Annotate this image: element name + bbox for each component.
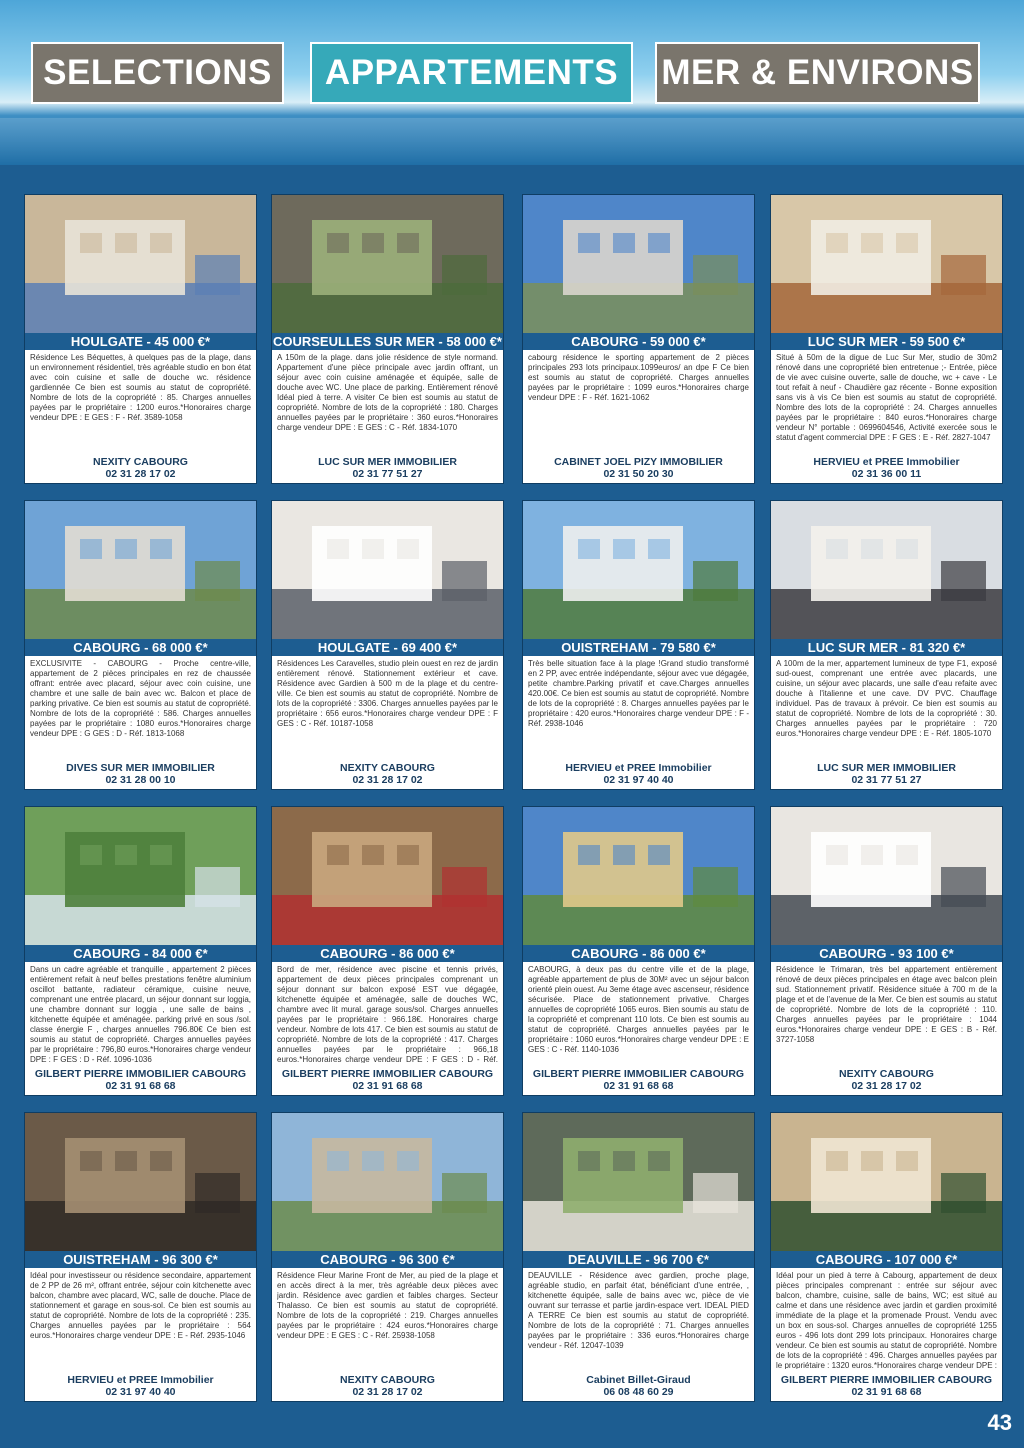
listing-description: CABOURG, à deux pas du centre ville et de la plage, agréable appartement de plus de 30M² avec un séjour balcon orienté plein ouest. Au 3eme étage avec ascenseur, résidence sécurisée. Place de stationnement privative. Charges annuelles de copropriété 1065 euros. Bien soumis au statu de la copropriété et comprenant 110 lots. Ce bien est soumis au statut de copropriété. Charges annuelles payées par le propriétaire : 1060 euros.*Honoraires charge vendeur DPE : E GES : C - Réf. 1140-1036 <box>528 965 749 1054</box>
garden-view-room-photo-icon <box>523 1113 754 1251</box>
listing-card[interactable] <box>770 1112 1003 1402</box>
listing-price: CABOURG - 84 000 €* <box>25 945 256 962</box>
kitchen-photo-icon <box>771 807 1002 945</box>
listing-phone[interactable]: 02 31 97 40 40 <box>603 774 674 786</box>
listing-agency: GILBERT PIERRE IMMOBILIER CABOURG <box>780 1374 993 1386</box>
page-number: 43 <box>987 1410 1012 1435</box>
listing-agency: CABINET JOEL PIZY IMMOBILIER <box>554 456 723 468</box>
listing-card[interactable] <box>24 806 257 1096</box>
listing-price: COURSEULLES SUR MER - 58 000 €* <box>272 334 502 349</box>
listing-phone[interactable]: 02 31 28 17 02 <box>352 774 423 786</box>
listing-agency: NEXITY CABOURG <box>340 1374 435 1386</box>
listing-description: Très belle situation face à la plage !Grand studio transformé en 2 PP, avec entrée indépendante, séjour avec vue dégagée, petite chambre.Parking privatif et cave.Charges annuelles 420.00€. Ce bien est soumis au statut de copropriété. Nombre de lots de la copropriété : 8. Charges annuelles payées par le propriétaire : 420 euros.*Honoraires charge vendeur DPE : F - Réf. 2938-1046 <box>528 659 749 728</box>
listing-price: HOULGATE - 45 000 €* <box>25 333 256 350</box>
terrace-dunes-photo-icon <box>272 1113 503 1251</box>
lounge-photo-icon <box>25 1113 256 1251</box>
listing-phone[interactable]: 02 31 91 68 68 <box>352 1080 423 1092</box>
living-room-photo-icon <box>771 501 1002 639</box>
listing-description: DEAUVILLE - Résidence avec gardien, proche plage, agréable studio, en parfait état, bénéficiant d'une entrée, , kitchenette équipée, salle de bains avec wc, pièce de vie ouvrant sur terrasse et partie jardin-espace vert. IDEAL PIED A TERRE Ce bien est soumis au statut de copropriété. Nombre de lots de la copropriété : 71. Charges annuelles payées par le propriétaire : 336 euros.*Honoraires charge vendeur - Réf. 12047-1039 <box>528 1271 749 1350</box>
listing-phone[interactable]: 06 08 48 60 29 <box>603 1386 674 1398</box>
listing-card[interactable] <box>24 1112 257 1402</box>
listing-description: Idéal pour un pied à terre à Cabourg, appartement de deux pièces principales comprenant : entrée sur séjour avec balcon, chambre, cuisine, salle de bains, WC; est situé au calme et dans une résidence avec jardin et gardien proximité immédiate de la plage et la promenade Proust. Vendu avec un box en sous-sol. Charges annuelles de copropriété 1255 euros - 496 lots dont 299 lots principaux. Honoraires charge vendeur. Ce bien est soumis au statut de copropriété. Nombre de lots de la copropriété : 496. Charges annuelles payées par le propriétaire : 1320 euros.*Honoraires charge vendeur DPE : <box>776 1271 997 1369</box>
listing-agency: HERVIEU et PREE Immobilier <box>813 456 960 468</box>
garden-entrance-photo-icon <box>272 195 503 333</box>
listing-description: A 100m de la mer, appartement lumineux de type F1, exposé sud-ouest, comprenant une entrée avec placards, une cuisine, un séjour avec placards, une salle d'eau refaite avec douche à l'italienne et une cave. DV PVC. Chauffage individuel. Pas de travaux à prévoir. Ce bien est soumis au statut de copropriété. Nombre de lots de la copropriété : 30. Charges annuelles payées par le propriétaire : 720 euros.*Honoraires charge vendeur DPE : E - Réf. 1805-1070 <box>776 659 997 738</box>
tab-appartements[interactable]: APPARTEMENTS <box>310 42 633 104</box>
residence-garden-photo-icon <box>272 807 503 945</box>
listing-card[interactable] <box>770 806 1003 1096</box>
listing-description: Dans un cadre agréable et tranquille , appartement 2 pièces entièrement refait à neuf belles prestations fenêtre aluminium oscillot battante, radiateur céramique, cuisine neuve, comprenant une entrée placard, un séjour donnant sur loggia, une chambre donnant sur loggia , une salle de bains , kitchenette équipée et aménagée. parking privé en sous /sol. classe énergie F , charges annuelles 796.80€ Ce bien est soumis au statut de copropriété. Charges annuelles payées par le propriétaire : 796,80 euros.*Honoraires charge vendeur DPE : F GES : D - Réf. 1096-1036 <box>30 965 251 1063</box>
listing-description: A 150m de la plage. dans jolie résidence de style normand. Appartement d'une pièce principale avec jardin offrant, un séjour avec coin cuisine aménagée et équipée, salle de douche avec WC. Une place de parking. Entièrement rénové Idéal pied à terre. A visiter Ce bien est soumis au statut de copropriété. Nombre de lots de la copropriété : 180. Charges annuelles payées par le propriétaire : 360 euros.*Honoraires charge vendeur DPE : E GES : C - Réf. 1834-1070 <box>277 353 498 432</box>
listing-agency: DIVES SUR MER IMMOBILIER <box>66 762 215 774</box>
listing-price: LUC SUR MER - 81 320 €* <box>771 639 1002 656</box>
listing-description: Résidences Les Caravelles, studio plein ouest en rez de jardin entièrement rénové. Stationnement extérieur et cave. Résidence avec Gardien à 500 m de la plage et du centre-ville. Ce bien est soumis au statut de copropriété. Nombre de lots de la copropriété : 3306. Charges annuelles payées par le propriétaire : 656 euros.*Honoraires charge vendeur DPE : F GES : C - Réf. 10187-1058 <box>277 659 498 728</box>
listing-phone[interactable]: 02 31 28 17 02 <box>352 1386 423 1398</box>
listing-agency: LUC SUR MER IMMOBILIER <box>817 762 956 774</box>
listing-agency: HERVIEU et PREE Immobilier <box>67 1374 214 1386</box>
listing-description: cabourg résidence le sporting appartement de 2 pièces principales 293 lots principaux.1099euros/ an dpe F Ce bien est soumis au statut de copropriété. Charges annuelles payées par le propriétaire : 1099 euros.*Honoraires charge vendeur DPE : F - Réf. 1621-1062 <box>528 353 749 402</box>
listing-description: Bord de mer, résidence avec piscine et tennis privés, appartement de deux pièces principales comprenant un séjour donnant sur balcon exposé EST vue dégagée, kitchenette équipée et aménagée, salle de douches WC, chambre avec lit mural. garage sous/sol. Charges annuelles payées par le propriétaire : 966.18€. Honoraires charge vendeur. Nombre de lots 417. Ce bien est soumis au statut de copropriété. Nombre de lots de la copropriété : 417. Charges annuelles payées par le propriétaire : 966,18 euros.*Honoraires charge vendeur DPE : F GES : D - Réf. <box>277 965 498 1063</box>
listing-price: CABOURG - 86 000 €* <box>272 945 503 962</box>
listing-agency: GILBERT PIERRE IMMOBILIER CABOURG <box>281 1068 494 1080</box>
listing-card[interactable] <box>24 194 257 484</box>
listing-card[interactable] <box>271 500 504 790</box>
listing-phone[interactable]: 02 31 77 51 27 <box>352 468 423 480</box>
listing-description: Idéal pour investisseur ou résidence secondaire, appartement de 2 PP de 26 m², offrant entrée, séjour coin kitchenette avec balcon, chambre avec placard, WC, salle de douche. Place de stationnement et garage en sous-sol. Ce bien est soumis au statut de copropriété. Nombre de lots de la copropriété : 235. Charges annuelles payées par le propriétaire : 564 euros.*Honoraires charge vendeur DPE : E - Réf. 2935-1046 <box>30 1271 251 1340</box>
listing-agency: Cabinet Billet-Giraud <box>586 1374 691 1386</box>
listing-phone[interactable]: 02 31 28 17 02 <box>851 1080 922 1092</box>
listing-price: CABOURG - 93 100 €* <box>771 945 1002 962</box>
listing-description: Situé à 50m de la digue de Luc Sur Mer, studio de 30m2 rénové dans une copropriété bien entretenue ;- Entrée, pièce de vie avec cuisine ouverte, salle de douche, wc + cave - Le tout refait à neuf - Chaudière gaz récente - Bonne exposition sans vis à vis Ce bien est soumis au statut de copropriété. Nombre des lots de la copropriété : 24. Charges annuelles payées par le propriétaire : 840 euros.*Honoraires charge vendeur N° portable : 0699604546, Activité exercée sous le statut d'agent commercial DPE : F GES : E - Réf. 2827-1047 <box>776 353 997 442</box>
listing-agency: NEXITY CABOURG <box>340 762 435 774</box>
white-interior-photo-icon <box>272 501 503 639</box>
listing-phone[interactable]: 02 31 50 20 30 <box>603 468 674 480</box>
listing-card[interactable] <box>271 806 504 1096</box>
listing-phone[interactable]: 02 31 91 68 68 <box>105 1080 176 1092</box>
listing-card[interactable] <box>522 500 755 790</box>
listing-price: CABOURG - 59 000 €* <box>523 333 754 350</box>
listing-card[interactable] <box>24 500 257 790</box>
listing-phone[interactable]: 02 31 91 68 68 <box>851 1386 922 1398</box>
tab-selections[interactable]: SELECTIONS <box>31 42 284 104</box>
building-photo-icon <box>25 501 256 639</box>
listing-price: CABOURG - 107 000 €* <box>771 1251 1002 1268</box>
park-trees-photo-icon <box>25 807 256 945</box>
tab-mer-environs[interactable]: MER & ENVIRONS <box>655 42 980 104</box>
listing-card[interactable] <box>522 194 755 484</box>
listing-agency: NEXITY CABOURG <box>839 1068 934 1080</box>
listing-card[interactable] <box>770 194 1003 484</box>
listing-description: Résidence Fleur Marine Front de Mer, au pied de la plage et en accès direct à la mer, très agréable deux pièces avec jardin. Résidence avec gardien et faibles charges. Secteur Thalasso. Ce bien est soumis au statut de copropriété. Nombre de lots de la copropriété : 219. Charges annuelles payées par le propriétaire : 424 euros.*Honoraires charge vendeur DPE : E GES : C - Réf. 25938-1058 <box>277 1271 498 1340</box>
listing-card[interactable] <box>522 806 755 1096</box>
listing-phone[interactable]: 02 31 77 51 27 <box>851 774 922 786</box>
listing-price: OUISTREHAM - 96 300 €* <box>25 1251 256 1268</box>
listing-price: LUC SUR MER - 59 500 €* <box>771 333 1002 350</box>
listing-phone[interactable]: 02 31 97 40 40 <box>105 1386 176 1398</box>
listing-card[interactable] <box>770 500 1003 790</box>
building-photo-icon <box>523 195 754 333</box>
listing-description: EXCLUSIVITE - CABOURG - Proche centre-ville, appartement de 2 pièces principales en rez de chaussée offrant: entrée avec placard, séjour avec coin cuisine, une chambre et une salle de bain avec wc. Balcon et place de parking privative. Ce bien est soumis au statut de copropriété. Nombre de lots de la copropriété : 586. Charges annuelles payées par le propriétaire : 1080 euros.*Honoraires charge vendeur DPE : G GES : D - Réf. 1813-1068 <box>30 659 251 738</box>
listing-price: HOULGATE - 69 400 €* <box>272 639 503 656</box>
listing-agency: NEXITY CABOURG <box>93 456 188 468</box>
listing-price: CABOURG - 96 300 €* <box>272 1251 503 1268</box>
listing-price: CABOURG - 68 000 €* <box>25 639 256 656</box>
listing-agency: GILBERT PIERRE IMMOBILIER CABOURG <box>532 1068 745 1080</box>
house-facade-photo-icon <box>523 501 754 639</box>
listing-phone[interactable]: 02 31 36 00 11 <box>851 468 922 480</box>
listing-price: OUISTREHAM - 79 580 €* <box>523 639 754 656</box>
listing-price: DEAUVILLE - 96 700 €* <box>523 1251 754 1268</box>
studio-interior-photo-icon <box>771 195 1002 333</box>
listing-price: CABOURG - 86 000 €* <box>523 945 754 962</box>
listing-card[interactable] <box>271 1112 504 1402</box>
yellow-building-photo-icon <box>523 807 754 945</box>
listing-description: Résidence le Trimaran, très bel appartement entièrement rénové de deux pièces principales en étage avec balcon plein sud. Stationnement privatif. Résidence située à 700 m de la plage et et de l'avenue de la Mer. Ce bien est soumis au statut de copropriété. Nombre de lots de la copropriété : 110. Charges annuelles payées par le propriétaire : 1044 euros.*Honoraires charge vendeur DPE : E GES : B - Réf. 3727-1058 <box>776 965 997 1044</box>
listing-phone[interactable]: 02 31 91 68 68 <box>603 1080 674 1092</box>
listing-phone[interactable]: 02 31 28 00 10 <box>105 774 176 786</box>
balcony-room-photo-icon <box>771 1113 1002 1251</box>
listing-phone[interactable]: 02 31 28 17 02 <box>105 468 176 480</box>
listing-card[interactable] <box>522 1112 755 1402</box>
listing-card[interactable] <box>271 194 504 484</box>
listing-agency: GILBERT PIERRE IMMOBILIER CABOURG <box>34 1068 247 1080</box>
listing-agency: HERVIEU et PREE Immobilier <box>565 762 712 774</box>
living-room-photo-icon <box>25 195 256 333</box>
listing-description: Résidence Les Béquettes, à quelques pas de la plage, dans un environnement résidentiel, très agréable studio en bon état avec coin cuisine et salle de douche wc. résidence gardiennée Ce bien est soumis au statut de copropriété. Nombre de lots de la copropriété : 85. Charges annuelles payées par le propriétaire : 1200 euros.*Honoraires charge vendeur DPE : E GES : F - Réf. 3589-1058 <box>30 353 251 422</box>
listing-agency: LUC SUR MER IMMOBILIER <box>318 456 457 468</box>
